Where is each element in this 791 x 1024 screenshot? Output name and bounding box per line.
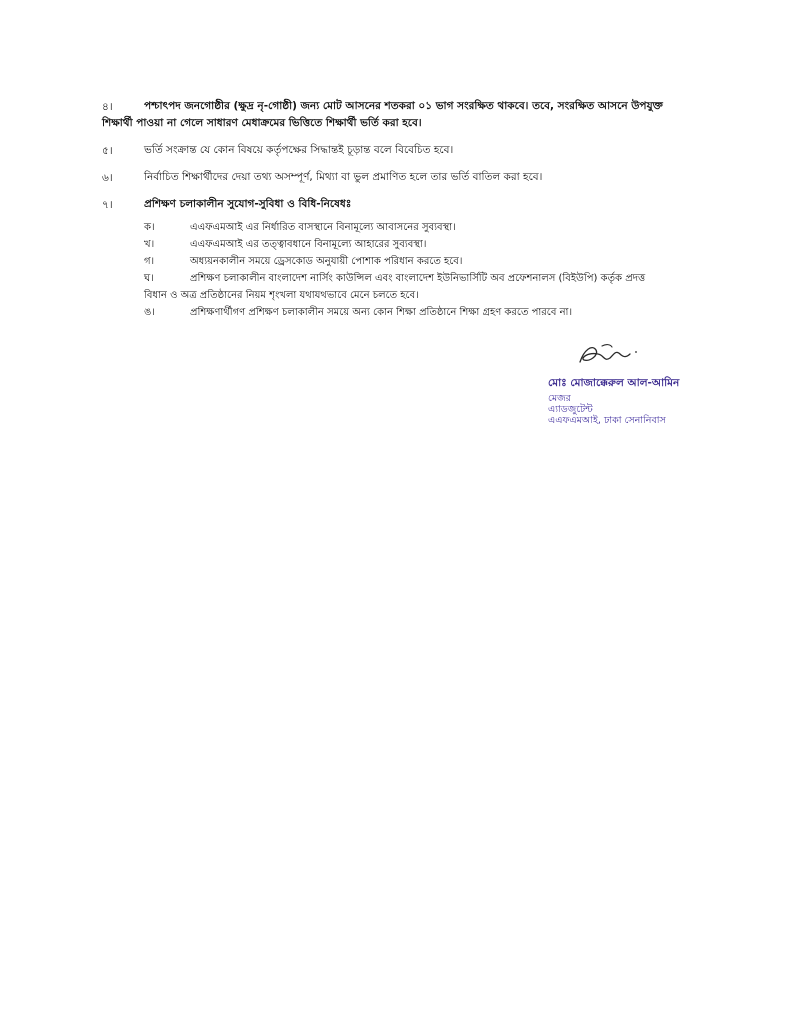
- item-text-line: পশ্চাৎপদ জনগোষ্ঠীর (ক্ষুদ্র নৃ-গোষ্ঠী) জন্য মোট আসনের শতকরা ০১ ভাগ সংরক্ষিত থাকবে। তবে, সংরক্ষিত আসনে উপযুক্ত: [144, 100, 663, 112]
- subitem-label: ঙ।: [144, 307, 155, 318]
- section-heading: প্রশিক্ষণ চলাকালীন সুযোগ-সুবিধা ও বিধি-নিষেধঃ: [144, 198, 352, 210]
- subitem-label: ঘ।: [144, 273, 154, 284]
- subitem-text: অধ্যয়নকালীন সময়ে ড্রেসকোড অনুযায়ী পোশাক পরিধান করতে হবে।: [190, 256, 463, 267]
- subitem-text-continued: বিধান ও অত্র প্রতিষ্ঠানের নিয়ম শৃংখলা যথাযথভাবে মেনে চলতে হবে।: [144, 290, 419, 301]
- subitem-text: প্রশিক্ষণ চলাকালীন বাংলাদেশ নার্সিং কাউন্সিল এবং বাংলাদেশ ইউনিভার্সিটি অব প্রফেশনালস (বিইউপি) কর্তৃক প্রদত্ত: [190, 273, 646, 284]
- signatory-name: মোঃ মোজাক্কেরুল আল-আমিন: [548, 377, 680, 389]
- subitem-text: এএফএমআই এর তত্ত্বাবধানে বিনামূল্যে আহারের সুব্যবস্থা।: [190, 239, 427, 250]
- item-text-line: ভর্তি সংক্রান্ত যে কোন বিষয়ে কর্তৃপক্ষের সিদ্ধান্তই চূড়ান্ত বলে বিবেচিত হবে।: [144, 144, 454, 156]
- item-text-line: নির্বাচিত শিক্ষার্থীদের দেয়া তথ্য অসম্পূর্ণ, মিথ্যা বা ভুল প্রমাণিত হলে তার ভর্তি বাতিল করা হবে।: [144, 171, 543, 183]
- item-number: ৫।: [102, 145, 113, 157]
- subitem-text: এএফএমআই এর নির্ধারিত বাসস্থানে বিনামূল্যে আবাসনের সুব্যবস্থা।: [190, 222, 456, 233]
- subitem-label: ক।: [144, 222, 155, 233]
- item-number: ৭।: [102, 199, 113, 211]
- subitem-label: খ।: [144, 239, 155, 250]
- item-text-line: শিক্ষার্থী পাওয়া না গেলে সাধারণ মেধাক্রমের ভিত্তিতে শিক্ষার্থী ভর্তি করা হবে।: [102, 117, 422, 129]
- item-number: ৬।: [102, 172, 113, 184]
- signatory-rank: মেজর: [548, 393, 571, 404]
- subitem-label: গ।: [144, 256, 155, 267]
- signatory-office: এএফএমআই, ঢাকা সেনানিবাস: [548, 415, 666, 426]
- handwritten-signature: [574, 340, 644, 370]
- subitem-text: প্রশিক্ষণার্থীগণ প্রশিক্ষণ চলাকালীন সময়ে অন্য কোন শিক্ষা প্রতিষ্ঠানে শিক্ষা গ্রহণ করতে পারবে না।: [190, 307, 573, 318]
- signatory-designation: এ্যাডজুটেন্ট: [548, 404, 593, 415]
- item-number: ৪।: [102, 101, 113, 113]
